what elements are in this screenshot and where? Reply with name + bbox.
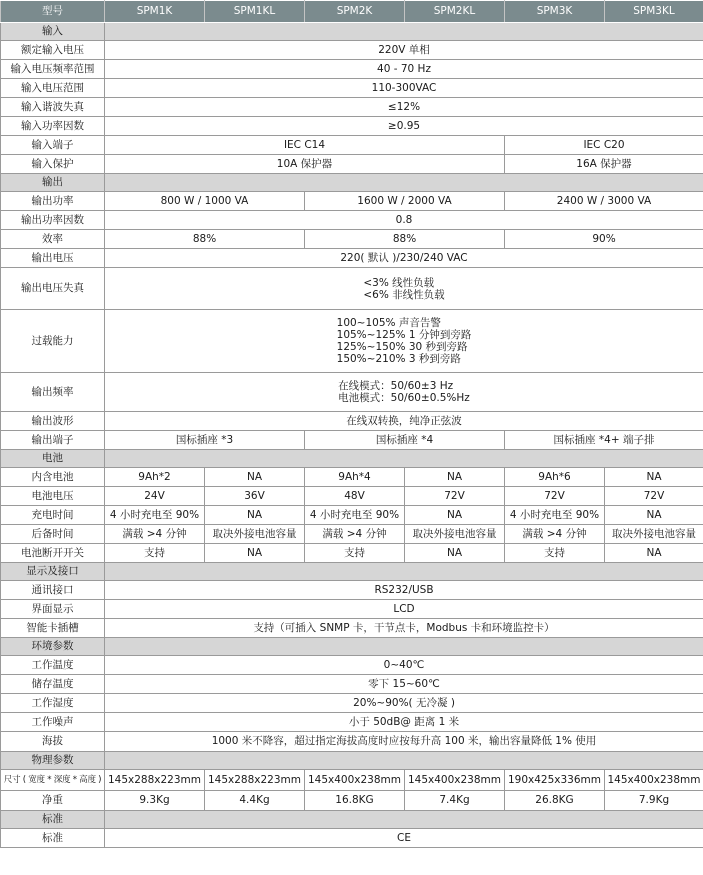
spec-value: 88% [305, 230, 505, 249]
spec-value: 4.4Kg [205, 791, 305, 811]
spec-value: 满载 >4 分钟 [305, 525, 405, 544]
spec-value: NA [205, 544, 305, 563]
spec-value: 145x400x238mm [405, 770, 505, 791]
row-label: 净重 [1, 791, 105, 811]
spec-value: 支持 [505, 544, 605, 563]
row-label: 输出功率因数 [1, 211, 105, 230]
spec-row [1, 211, 703, 230]
spec-value: 72V [505, 487, 605, 506]
spec-value: 1600 W / 2000 VA [305, 192, 505, 211]
spec-row [1, 732, 703, 752]
spec-row [1, 60, 703, 79]
spec-value: 支持（可插入 SNMP 卡，干节点卡，Modbus 卡和环境监控卡） [105, 619, 703, 638]
spec-value: 16.8KG [305, 791, 405, 811]
row-label: 工作温度 [1, 656, 105, 675]
spec-value: 取决外接电池容量 [205, 525, 305, 544]
spec-value: IEC C14 [105, 136, 505, 155]
spec-row [1, 98, 703, 117]
spec-value: 16A 保护器 [505, 155, 703, 174]
spec-row [1, 412, 703, 431]
spec-row [1, 117, 703, 136]
spec-value: 24V [105, 487, 205, 506]
section-title: 环境参数 [1, 638, 105, 656]
spec-value: 26.8KG [505, 791, 605, 811]
spec-row [1, 581, 703, 600]
section-battery [1, 450, 703, 468]
spec-row [1, 600, 703, 619]
spec-row [1, 468, 703, 487]
spec-value [105, 310, 703, 373]
row-label: 后备时间 [1, 525, 105, 544]
row-label: 输入端子 [1, 136, 105, 155]
section-title: 物理参数 [1, 752, 105, 770]
row-label: 工作湿度 [1, 694, 105, 713]
spec-value: 取决外接电池容量 [405, 525, 505, 544]
row-label: 工作噪声 [1, 713, 105, 732]
frequency-line: 在线模式：50/60±3 Hz [338, 380, 454, 392]
section-display [1, 563, 703, 581]
row-label: 输出波形 [1, 412, 105, 431]
spec-value: LCD [105, 600, 703, 619]
row-label: 储存温度 [1, 675, 105, 694]
spec-value: 国标插座 *4 [305, 431, 505, 450]
row-label: 输出频率 [1, 373, 105, 412]
spec-value: 在线双转换，纯净正弦波 [105, 412, 703, 431]
model-header-label: 型号 [1, 1, 105, 23]
distortion-line: <6% 非线性负载 [363, 288, 445, 301]
spec-row [1, 41, 703, 60]
spec-value: ≤12% [105, 98, 703, 117]
model-spm3kl: SPM3KL [605, 1, 703, 23]
spec-value: NA [405, 506, 505, 525]
spec-row [1, 619, 703, 638]
spec-value: 36V [205, 487, 305, 506]
spec-row [1, 675, 703, 694]
row-label: 充电时间 [1, 506, 105, 525]
spec-value: 支持 [305, 544, 405, 563]
spec-value: 零下 15~60℃ [105, 675, 703, 694]
frequency-line: 电池模式：50/60±0.5%Hz [338, 392, 470, 404]
spec-row [1, 829, 703, 848]
spec-row [1, 487, 703, 506]
spec-row [1, 249, 703, 268]
spec-value: 4 小时充电至 90% [305, 506, 405, 525]
spec-value: 2400 W / 3000 VA [505, 192, 703, 211]
spec-row [1, 770, 703, 791]
model-header-row [1, 1, 703, 23]
spec-row [1, 79, 703, 98]
spec-value: 7.4Kg [405, 791, 505, 811]
spec-row [1, 373, 703, 412]
spec-value: NA [605, 468, 703, 487]
row-label: 界面显示 [1, 600, 105, 619]
spec-row [1, 791, 703, 811]
row-label: 输入功率因数 [1, 117, 105, 136]
row-label: 输出端子 [1, 431, 105, 450]
overload-line: 105%~125% 1 分钟到旁路 [336, 329, 472, 341]
section-title: 显示及接口 [1, 563, 105, 581]
section-title: 输出 [1, 174, 105, 192]
row-label: 尺寸 ( 宽度 * 深度 * 高度 ) [1, 770, 105, 791]
spec-value: 72V [405, 487, 505, 506]
row-label: 智能卡插槽 [1, 619, 105, 638]
spec-value: 取决外接电池容量 [605, 525, 703, 544]
spec-value: 小于 50dB@ 距离 1 米 [105, 713, 703, 732]
spec-value: RS232/USB [105, 581, 703, 600]
section-title: 输入 [1, 23, 105, 41]
spec-value: 145x288x223mm [105, 770, 205, 791]
spec-value [105, 373, 703, 412]
overload-line: 150%~210% 3 秒到旁路 [336, 353, 461, 365]
row-label: 输出电压 [1, 249, 105, 268]
section-standard [1, 811, 703, 829]
spec-value: 满载 >4 分钟 [105, 525, 205, 544]
spec-value: 40 - 70 Hz [105, 60, 703, 79]
spec-value: 满载 >4 分钟 [505, 525, 605, 544]
spec-value: 9Ah*4 [305, 468, 405, 487]
spec-value: 国标插座 *4+ 端子排 [505, 431, 703, 450]
row-label: 输入谐波失真 [1, 98, 105, 117]
spec-value: IEC C20 [505, 136, 703, 155]
model-spm2k: SPM2K [305, 1, 405, 23]
spec-value: 190x425x336mm [505, 770, 605, 791]
spec-value: ≥0.95 [105, 117, 703, 136]
model-spm2kl: SPM2KL [405, 1, 505, 23]
row-label: 输入电压范围 [1, 79, 105, 98]
spec-value [105, 268, 703, 310]
model-spm1kl: SPM1KL [205, 1, 305, 23]
spec-value: 7.9Kg [605, 791, 703, 811]
spec-value: 145x400x238mm [605, 770, 703, 791]
spec-row [1, 310, 703, 373]
spec-row [1, 268, 703, 310]
spec-row [1, 656, 703, 675]
spec-row [1, 694, 703, 713]
spec-value: NA [205, 468, 305, 487]
row-label: 效率 [1, 230, 105, 249]
spec-row [1, 136, 703, 155]
spec-value: 72V [605, 487, 703, 506]
spec-row [1, 192, 703, 211]
section-output [1, 174, 703, 192]
spec-value: 10A 保护器 [105, 155, 505, 174]
row-label: 过载能力 [1, 310, 105, 373]
row-label: 输入电压频率范围 [1, 60, 105, 79]
spec-value: 国标插座 *3 [105, 431, 305, 450]
row-label: 输出电压失真 [1, 268, 105, 310]
spec-value: NA [405, 468, 505, 487]
row-label: 海拔 [1, 732, 105, 752]
row-label: 标准 [1, 829, 105, 848]
spec-value: 88% [105, 230, 305, 249]
spec-row [1, 506, 703, 525]
spec-value: 48V [305, 487, 405, 506]
spec-value: NA [205, 506, 305, 525]
row-label: 输入保护 [1, 155, 105, 174]
section-input [1, 23, 703, 41]
spec-value: NA [605, 506, 703, 525]
spec-value: NA [405, 544, 505, 563]
row-label: 额定输入电压 [1, 41, 105, 60]
row-label: 通讯接口 [1, 581, 105, 600]
spec-row [1, 544, 703, 563]
row-label: 输出功率 [1, 192, 105, 211]
row-label: 内含电池 [1, 468, 105, 487]
section-environment [1, 638, 703, 656]
model-spm1k: SPM1K [105, 1, 205, 23]
distortion-line: <3% 线性负载 [363, 276, 435, 289]
spec-row [1, 713, 703, 732]
spec-value: 145x288x223mm [205, 770, 305, 791]
spec-value: 90% [505, 230, 703, 249]
spec-value: 220V 单相 [105, 41, 703, 60]
spec-value: 9Ah*2 [105, 468, 205, 487]
spec-value: CE [105, 829, 703, 848]
spec-value: 0.8 [105, 211, 703, 230]
spec-value: 220( 默认 )/230/240 VAC [105, 249, 703, 268]
spec-value: NA [605, 544, 703, 563]
spec-value: 110-300VAC [105, 79, 703, 98]
row-label: 电池电压 [1, 487, 105, 506]
spec-value: 20%~90%( 无冷凝 ) [105, 694, 703, 713]
section-title: 电池 [1, 450, 105, 468]
spec-value: 1000 米不降容，超过指定海拔高度时应按每升高 100 米，输出容量降低 1% 使用 [105, 732, 703, 752]
section-title: 标准 [1, 811, 105, 829]
section-physical [1, 752, 703, 770]
spec-value: 9.3Kg [105, 791, 205, 811]
model-spm3k: SPM3K [505, 1, 605, 23]
spec-value: 4 小时充电至 90% [105, 506, 205, 525]
spec-row [1, 525, 703, 544]
spec-row [1, 230, 703, 249]
spec-row [1, 155, 703, 174]
spec-value: 9Ah*6 [505, 468, 605, 487]
spec-row [1, 431, 703, 450]
spec-value: 支持 [105, 544, 205, 563]
spec-value: 145x400x238mm [305, 770, 405, 791]
overload-line: 100~105% 声音告警 [336, 317, 441, 329]
row-label: 电池断开开关 [1, 544, 105, 563]
spec-value: 4 小时充电至 90% [505, 506, 605, 525]
overload-line: 125%~150% 30 秒到旁路 [336, 341, 468, 353]
spec-value: 0~40℃ [105, 656, 703, 675]
spec-value: 800 W / 1000 VA [105, 192, 305, 211]
